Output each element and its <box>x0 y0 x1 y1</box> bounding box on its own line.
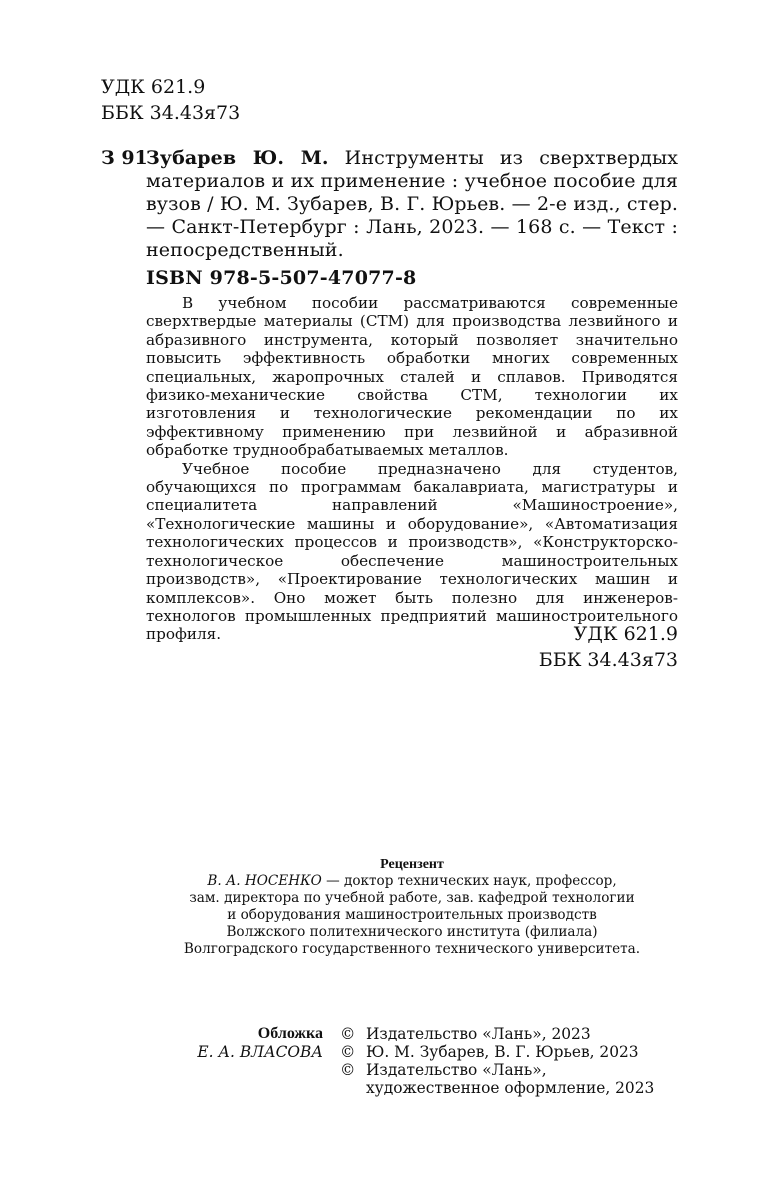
bbk-code: ББК 34.43я73 <box>101 102 241 124</box>
udk-bbk-header <box>101 74 240 126</box>
udk-code: УДК 621.9 <box>101 76 206 98</box>
copyright-text-part: художественное оформление, 2023 <box>366 1079 655 1097</box>
cover-artist: Е. А. ВЛАСОВА <box>197 1043 323 1061</box>
copyright-line <box>340 1061 654 1097</box>
reviewer-line: зам. директора по учебной работе, зав. кафедрой технологии <box>189 890 635 906</box>
copyright-block <box>340 1025 654 1097</box>
reviewer-block <box>170 856 654 958</box>
bibliographic-record <box>146 147 678 262</box>
copyright-text-part: Издательство «Лань», <box>366 1061 547 1079</box>
cover-credit <box>197 1025 323 1061</box>
udk-bbk-footer <box>539 621 678 673</box>
reviewer-name: В. А. НОСЕНКО <box>207 873 322 889</box>
udk-code: УДК 621.9 <box>573 623 678 645</box>
annotation-paragraph: Учебное пособие предназначено для студентов, обучающихся по программам бакалавриата, магистратуры и специалитета направлений «Машиностроение», «Технологические машины и оборудование», «Автоматизация технологических процессов и производств», «Конструкторско-технологическое обеспечение машиностроительных производств», «Проектирование технологических машин и комплексов». Оно может быть полезно для инженеров-технологов промышленных предприятий машиностроительного профиля. <box>146 459 678 644</box>
copyright-text: Издательство «Лань», 2023 <box>366 1025 591 1043</box>
bibliographic-description: Инструменты из сверхтвердых материалов и их применение : учебное пособие для вузов / Ю. М. Зубарев, В. Г. Юрьев. — 2-е изд., стер. — Санкт-Петербург : Лань, 2023. — 168 с. — Текст : непосредственный. <box>146 147 679 261</box>
copyright-text: Ю. М. Зубарев, В. Г. Юрьев, 2023 <box>366 1043 639 1061</box>
reviewer-title: — доктор технических наук, профессор, <box>321 873 617 889</box>
copyright-line <box>340 1043 654 1061</box>
reviewer-heading: Рецензент <box>380 857 444 872</box>
annotation <box>146 294 678 644</box>
copyright-line <box>340 1025 654 1043</box>
reviewer-line: и оборудования машиностроительных производств <box>227 907 597 923</box>
copyright-symbol: © <box>340 1043 356 1061</box>
author-mark: З 91 <box>101 147 148 169</box>
bbk-code: ББК 34.43я73 <box>538 649 678 671</box>
isbn: ISBN 978-5-507-47077-8 <box>146 267 417 289</box>
cover-label: Обложка <box>257 1025 323 1042</box>
copyright-symbol: © <box>340 1061 356 1079</box>
copyright-text <box>366 1061 654 1097</box>
annotation-paragraph: В учебном пособии рассматриваются современные сверхтвердые материалы (СТМ) для производства лезвийного и абразивного инструмента, который позволяет значительно повысить эффективность обработки многих современных специальных, жаропрочных сталей и сплавов. Приводятся физико-механические свойства СТМ, технологии их изготовления и технологические рекомендации по их эффективному применению при лезвийной и абразивной обработке труднообрабатываемых металлов. <box>146 294 678 460</box>
author-heading: Зубарев Ю. М. <box>146 147 329 169</box>
reviewer-line: Волгоградского государственного технического университета. <box>183 941 641 957</box>
reviewer-line: Волжского политехнического института (филиала) <box>226 924 598 940</box>
copyright-symbol: © <box>340 1025 356 1043</box>
reviewer-line <box>170 873 654 890</box>
